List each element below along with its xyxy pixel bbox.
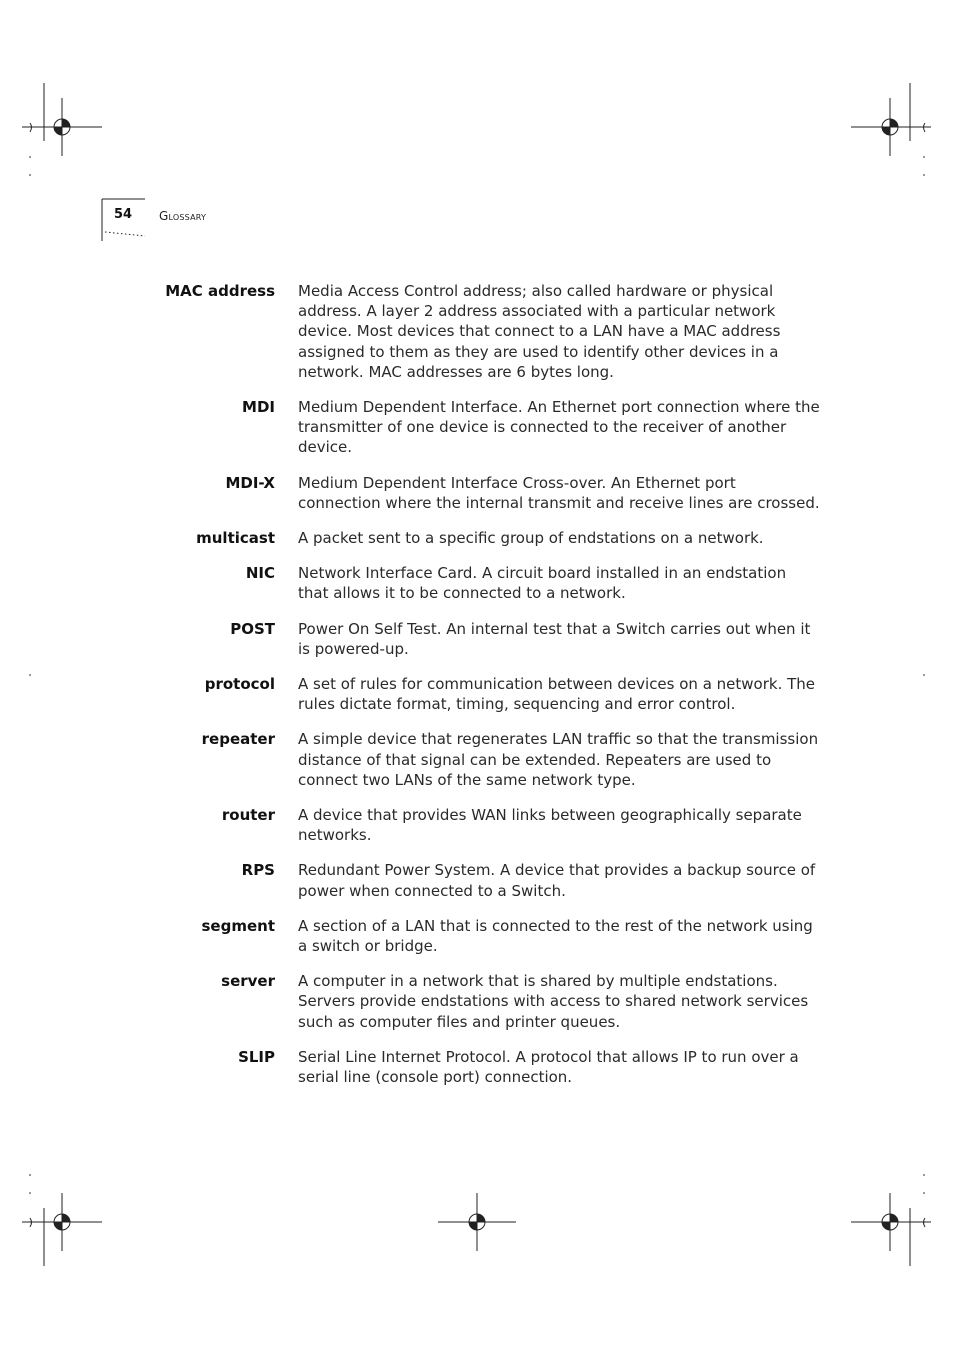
glossary-term: NIC <box>245 564 275 583</box>
glossary-definition: A simple device that regenerates LAN traffic so that the transmission distance of that signal can be extended. Repeaters are used to connect two LANs of the same network type. <box>298 730 819 789</box>
glossary-definition: Redundant Power System. A device that provides a backup source of power when connected to a Switch. <box>298 861 816 900</box>
glossary-entry <box>0 916 954 956</box>
page-header <box>100 197 300 247</box>
glossary-definition: Medium Dependent Interface. An Ethernet port connection where the transmitter of one device is connected to the receiver of another device. <box>298 398 820 457</box>
glossary-entry <box>0 674 954 714</box>
glossary-term: repeater <box>201 730 275 749</box>
glossary-entry <box>0 860 954 900</box>
glossary-term: segment <box>201 916 275 935</box>
glossary-definition: Media Access Control address; also called hardware or physical address. A layer 2 address associated with a particular network device. Most devices that connect to a LAN have a MAC address assigned to them as they are used to identify other devices in a network. MAC addresses are 6 bytes long. <box>298 282 781 381</box>
registration-mark-bottom-right <box>851 1193 931 1266</box>
glossary-definition: Medium Dependent Interface Cross-over. An Ethernet port connection where the internal transmit and receive lines are crossed. <box>298 473 820 512</box>
glossary-definition: Serial Line Internet Protocol. A protocol that allows IP to run over a serial line (console port) connection. <box>298 1047 799 1087</box>
glossary-entry <box>0 1047 954 1087</box>
section-title: Glossary <box>159 209 207 223</box>
glossary-definition: A packet sent to a specific group of endstations on a network. <box>298 529 764 548</box>
glossary-definition: A set of rules for communication between devices on a network. The rules dictate format, timing, sequencing and error control. <box>298 675 816 714</box>
glossary-definition: A section of a LAN that is connected to the rest of the network using a switch or bridge. <box>298 916 813 956</box>
glossary-definition: A computer in a network that is shared by multiple endstations. Servers provide endstations with access to shared network services such as computer files and printer queues. <box>298 972 809 1031</box>
glossary-entry <box>0 281 954 382</box>
glossary-entry <box>0 619 954 659</box>
glossary-term: server <box>221 972 275 991</box>
glossary-term: MAC address <box>165 282 275 300</box>
glossary-definition: A device that provides WAN links between geographically separate networks. <box>298 806 802 845</box>
glossary-definition: Network Interface Card. A circuit board installed in an endstation that allows it to be connected to a network. <box>298 564 787 603</box>
glossary-entry <box>0 971 954 1032</box>
glossary-term: SLIP <box>238 1047 275 1066</box>
glossary-entry <box>0 473 954 513</box>
page-number: 54 <box>114 207 133 222</box>
glossary-term: multicast <box>196 529 275 548</box>
glossary-term: RPS <box>241 861 275 880</box>
glossary-entry <box>0 805 954 845</box>
glossary-entry <box>0 397 954 458</box>
glossary-entry <box>0 563 954 603</box>
glossary-list <box>0 281 954 1102</box>
glossary-term: router <box>221 806 275 825</box>
glossary-entry <box>0 528 954 548</box>
glossary-term: MDI <box>242 398 275 417</box>
glossary-term: MDI-X <box>225 473 275 492</box>
glossary-definition: Power On Self Test. An internal test that a Switch carries out when it is powered-up. <box>298 619 811 658</box>
glossary-term: POST <box>230 619 275 638</box>
glossary-term: protocol <box>204 675 275 694</box>
glossary-entry <box>0 729 954 790</box>
